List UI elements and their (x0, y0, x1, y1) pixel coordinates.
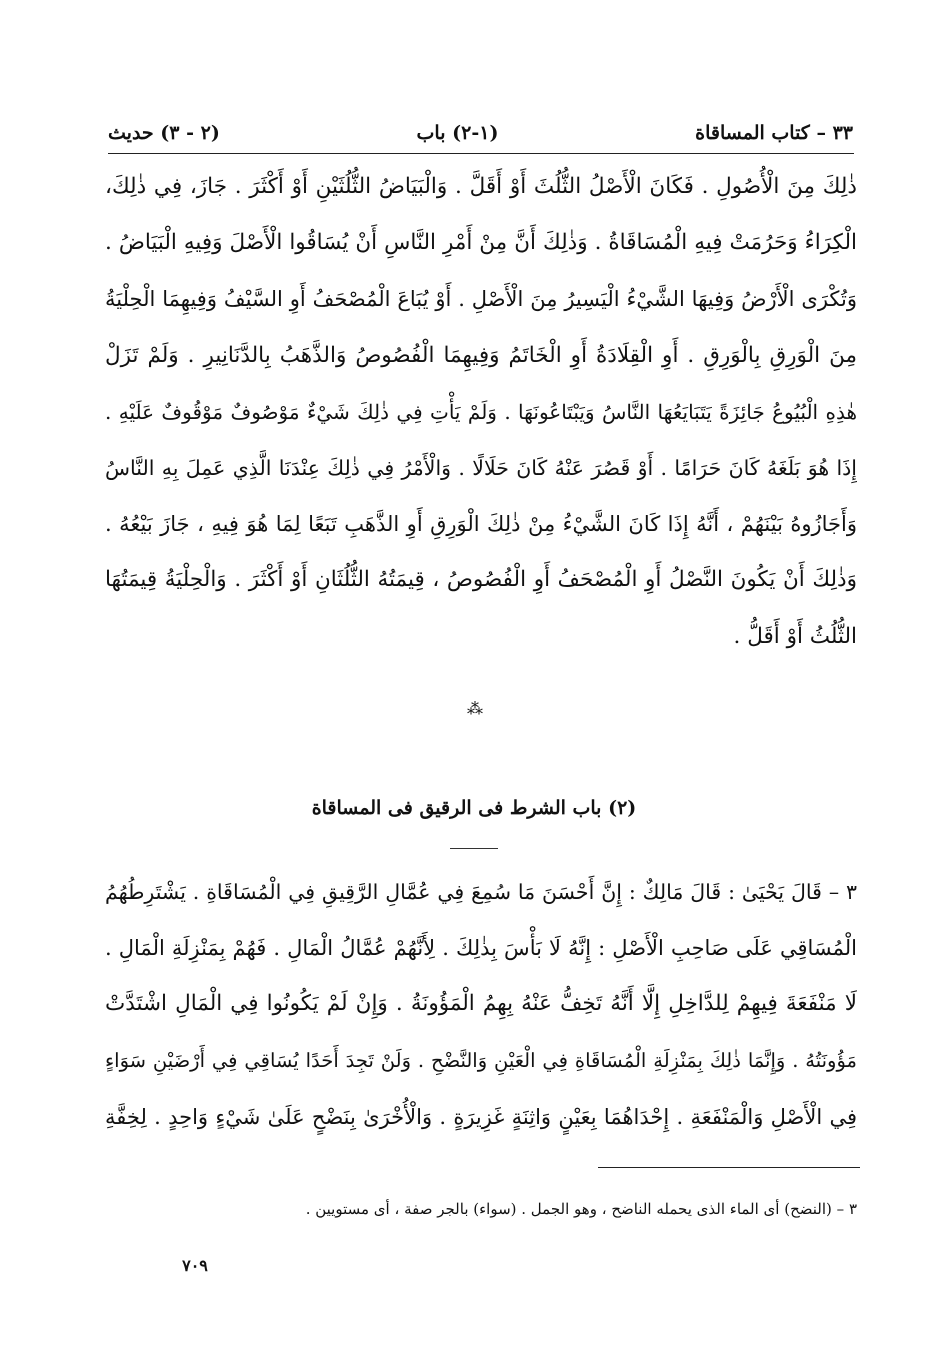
text-line: الثُّلُثُ أَوْ أَقَلُّ . (733, 623, 857, 649)
text-line: لَا مَنْفَعَةَ فِيهِمْ لِلدَّاخِلِ إِلَّا أَنَّهُ تَخِفُّ عَنْهُ بِهِمُ الْمَؤُونَةُ . وَإِنْ لَمْ يَكُونُوا فِي الْمَالِ اشْتَدَّتْ (105, 991, 857, 1017)
main-text-block-1 (105, 159, 857, 665)
section-heading: (٢) باب الشرط فى الرقيق فى المساقاة (311, 797, 637, 819)
text-line: مَؤُونَتُهُ . وَإِنَّمَا ذٰلِكَ بِمَنْزِلَةِ الْمُسَاقَاةِ فِي الْعَيْنِ وَالنَّضْحِ . وَلَنْ تَجِدَ أَحَدًا يُسَاقِي فِي أَرْضَيْنِ سَوَاءٍ (105, 1048, 857, 1072)
heading-underline (450, 848, 498, 849)
text-line: وَتُكْرَى الْأَرْضُ وَفِيهَا الشَّيْءُ الْيَسِيرُ مِنَ الْأَصْلِ . أَوْ يُبَاعَ الْمُصْحَفُ أَوِ السَّيْفُ وَفِيهِمَا الْحِلْيَةُ (105, 287, 857, 312)
page-number: ٧٠٩ (182, 1256, 208, 1275)
text-line: ٣ – قَالَ يَحْيَىٰ : قَالَ مَالِكٌ : إِنَّ أَحْسَنَ مَا سُمِعَ فِي عُمَّالِ الرَّقِيقِ فِي الْمُسَاقَاةِ . يَشْتَرِطُهُمُ (105, 880, 857, 904)
text-line: وَأَجَازُوهُ بَيْنَهُمْ ، أَنَّهُ إِذَا كَانَ الشَّيْءُ مِنْ ذٰلِكَ الْوَرِقِ أَوِ الذَّهَبِ تَبَعًا لِمَا هُوَ فِيهِ ، جَازَ بَيْعُهُ . (105, 512, 857, 537)
header-book-title: ٣٣ – كتاب المساقاة (695, 122, 853, 144)
header-chapter-ref: (١-٢) باب (416, 122, 499, 144)
header-hadith-ref: (٢ - ٣) حديث (108, 122, 220, 144)
text-line: ذٰلِكَ مِنَ الْأُصُولِ . فَكَانَ الْأَصْلُ الثُّلُثَ أَوْ أَقَلَّ . وَالْبَيَاضُ الثُّلُثَيْنِ أَوْ أَكْثَرَ . جَازَ، فِي ذٰلِكَ، (105, 174, 857, 199)
header-divider (108, 153, 854, 154)
text-line: الْكِرَاءُ وَحَرُمَتْ فِيهِ الْمُسَاقَاةُ . وَذٰلِكَ أَنَّ مِنْ أَمْرِ النَّاسِ أَنْ يُسَاقُوا الْأَصْلَ وَفِيهِ الْبَيَاضُ . (105, 230, 857, 256)
footnote: ٣ – (النضح) أى الماء الذى يحمله الناضح ، وهو الجمل . (سواء) بالجر صفة ، أى مستويين . (305, 1200, 857, 1218)
running-header (108, 113, 853, 153)
main-text-block-2 (105, 864, 857, 1145)
text-line: هٰذِهِ الْبُيُوعُ جَائِزَةً يَتَبَايَعُهَا النَّاسُ وَيَبْتَاعُونَهَا . وَلَمْ يَأْتِ فِي ذٰلِكَ شَيْءٌ مَوْصُوفٌ مَوْقُوفٌ عَلَيْهِ . (105, 399, 857, 424)
asterism-ornament: ⁂ (467, 699, 481, 718)
footnote-divider (598, 1167, 860, 1168)
text-line: إِذَا هُوَ بَلَغَهُ كَانَ حَرَامًا . أَوْ قَصُرَ عَنْهُ كَانَ حَلَالًا . وَالْأَمْرُ فِي ذٰلِكَ عِنْدَنَا الَّذِي عَمِلَ بِهِ النَّاسُ (105, 455, 857, 480)
text-line: فِي الْأَصْلِ وَالْمَنْفَعَةِ . إِحْدَاهُمَا بِعَيْنٍ وَاثِنَةٍ غَزِيرَةٍ . وَالْأُخْرَىٰ بِنَضْحٍ عَلَىٰ شَيْءٍ وَاحِدٍ . لِخِفَّةِ (105, 1104, 857, 1129)
text-line: الْمُسَاقِي عَلَى صَاحِبِ الْأَصْلِ : إِنَّهُ لَا بَأْسَ بِذٰلِكَ . لِأَنَّهُمْ عُمَّالُ الْمَالِ . فَهُمْ بِمَنْزِلَةِ الْمَالِ . (105, 936, 857, 961)
text-line: وَذٰلِكَ أَنْ يَكُونَ النَّصْلُ أَوِ الْمُصْحَفُ أَوِ الْفُصُوصُ ، قِيمَتُهُ الثُّلُثَانِ أَوْ أَكْثَرَ . وَالْحِلْيَةُ قِيمَتُهَا (105, 567, 857, 593)
text-line: مِنَ الْوَرِقِ بِالْوَرِقِ . أَوِ الْقِلَادَةُ أَوِ الْخَاتَمُ وَفِيهِمَا الْفُصُوصُ وَالذَّهَبُ بِالدَّنَانِيرِ . وَلَمْ تَزَلْ (105, 342, 857, 368)
